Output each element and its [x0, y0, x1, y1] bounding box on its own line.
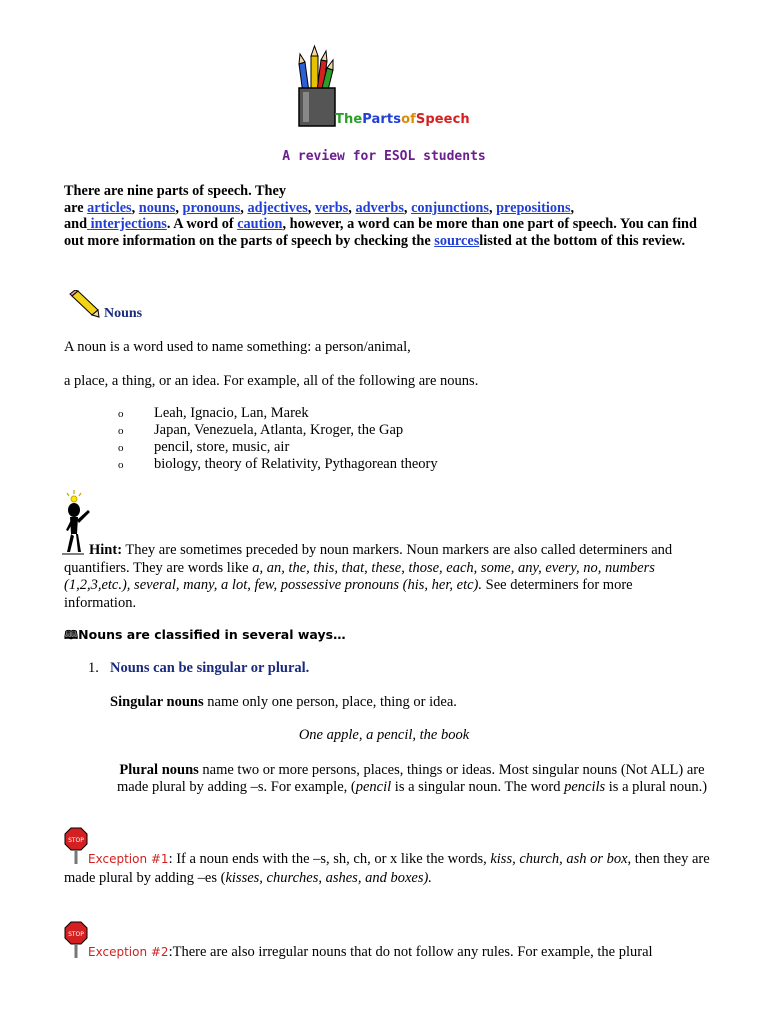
intro-text-4: listed at the bottom of this review.: [479, 232, 686, 249]
singular-nouns-text: Singular nouns name only one person, place, thing or idea.: [110, 694, 457, 710]
nouns-definition-1: A noun is a word used to name something: a person/animal,: [64, 339, 411, 355]
link-prepositions[interactable]: prepositions: [496, 199, 571, 216]
pencil-icon: [68, 290, 100, 318]
exception-1-label: Exception #1: [88, 852, 169, 866]
link-pronouns[interactable]: pronouns: [182, 199, 241, 216]
link-interjections[interactable]: interjections: [90, 216, 167, 232]
intro-text-2: . A word of: [166, 216, 238, 232]
hint-label: Hint:: [89, 542, 123, 558]
bullet-marker: o: [118, 425, 124, 437]
book-icon: 🕮: [64, 628, 79, 642]
singular-example: One apple, a pencil, the book: [298, 727, 470, 743]
nouns-definition-2: a place, a thing, or an idea. For example, all of the following are nouns.: [64, 373, 479, 389]
bullet-marker: o: [118, 459, 124, 471]
svg-text:STOP: STOP: [68, 837, 84, 844]
title-part-the: The: [335, 112, 363, 127]
noun-examples-list: [118, 405, 438, 473]
hint-paragraph: Hint: They are sometimes preceded by noun markers. Noun markers are also called determiners and quantifiers. They are words like a, an, the, this, that, these, those, each, some, any, every, no, numbers (1,2,3,etc.), several, many, a lot, few, possessive pronouns (his, her, etc). See determiners for more information.: [64, 542, 673, 611]
title-part-speech: Speech: [415, 112, 470, 127]
exception-2-paragraph: Exception #2:There are also irregular nouns that do not follow any rules. For example, the plural: [88, 944, 653, 960]
list-item: o Leah, Ignacio, Lan, Marek: [118, 405, 309, 421]
link-sources[interactable]: sources: [434, 232, 480, 249]
intro-text-1: There are nine parts of speech. They are: [64, 183, 286, 216]
intro-paragraph: There are nine parts of speech. They are articles, nouns, pronouns, adjectives, verbs, adverbs, conjunctions, prepositions, and interjections. A word of caution, however, a word can be more than one part of speech. You can find out more information on the parts of speech by checking the sourceslisted at the bottom of this review.: [64, 183, 697, 249]
list-item: o pencil, store, music, air: [118, 439, 290, 455]
section-1-heading: 1. Nouns can be singular or plural.: [88, 660, 310, 676]
list-item: o biology, theory of Relativity, Pythagorean theory: [118, 456, 438, 472]
exception-2-label: Exception #2: [88, 945, 169, 959]
link-caution[interactable]: caution: [237, 216, 283, 232]
svg-text:STOP: STOP: [68, 931, 84, 938]
page-subtitle: A review for ESOL students: [282, 149, 486, 164]
intro-text-3: , however, a word can be more than one part of speech. You can find out more information on the parts of speech by checking the: [64, 216, 697, 249]
link-adverbs[interactable]: adverbs: [355, 199, 404, 216]
pencil-cup-icon: [293, 44, 341, 128]
title-part-of: of: [401, 112, 416, 127]
link-verbs[interactable]: verbs: [314, 199, 349, 216]
title-part-parts: Parts: [362, 112, 402, 127]
exception-1-paragraph: Exception #1: If a noun ends with the –s, sh, ch, or x like the words, kiss, church, ash or box, then they are made plural by adding –es (kisses, churches, ashes, and boxes).: [64, 851, 710, 886]
link-articles[interactable]: articles: [87, 199, 132, 216]
plural-nouns-text: Plural nouns name two or more persons, places, things or ideas. Most singular nouns (Not ALL) are made plural by adding –s. For example, (pencil is a singular noun. The word pencils is a plural noun.): [116, 762, 708, 795]
page-title: [335, 112, 470, 127]
link-adjectives[interactable]: adjectives: [247, 199, 308, 216]
bullet-marker: o: [118, 408, 124, 420]
nouns-heading: Nouns: [104, 306, 143, 321]
intro-and: and: [64, 216, 88, 232]
list-item: o Japan, Venezuela, Atlanta, Kroger, the Gap: [118, 422, 404, 438]
classified-heading: 🕮Nouns are classified in several ways…: [64, 627, 346, 642]
link-conjunctions[interactable]: conjunctions: [411, 199, 489, 216]
bullet-marker: o: [118, 442, 124, 454]
link-nouns[interactable]: nouns: [138, 199, 176, 216]
